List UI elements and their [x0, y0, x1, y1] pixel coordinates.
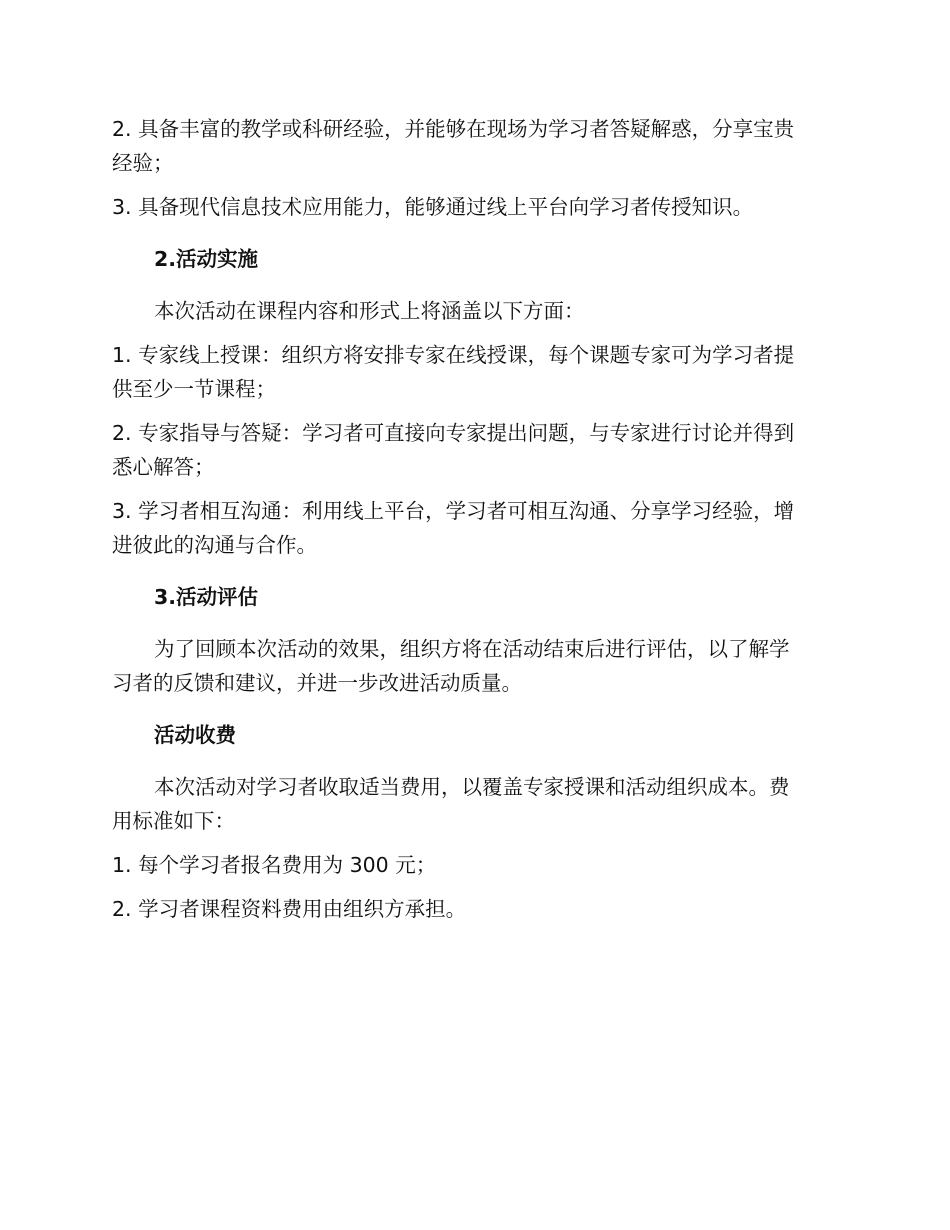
section-heading-activity-evaluation: 3.活动评估 — [154, 585, 259, 609]
fee-paragraph-line-2: 用标准如下： — [112, 809, 235, 833]
list-item-3-line-1: 3. 学习者相互沟通：利用线上平台，学习者可相互沟通、分享学习经验，增 — [112, 499, 795, 523]
fee-item-1: 1. 每个学习者报名费用为 300 元； — [112, 853, 437, 877]
fee-paragraph-line-1: 本次活动对学习者收取适当费用，以覆盖专家授课和活动组织成本。费 — [154, 775, 790, 799]
evaluation-paragraph-line-1: 为了回顾本次活动的效果，组织方将在活动结束后进行评估，以了解学 — [154, 637, 790, 661]
fee-item-2: 2. 学习者课程资料费用由组织方承担。 — [112, 897, 467, 921]
evaluation-paragraph-line-2: 习者的反馈和建议，并进一步改进活动质量。 — [112, 671, 522, 695]
list-item-2-line-2: 悉心解答； — [112, 455, 215, 479]
section-intro-paragraph: 本次活动在课程内容和形式上将涵盖以下方面： — [154, 299, 585, 323]
document-page — [112, 112, 834, 926]
requirement-2-line-1: 2. 具备丰富的教学或科研经验，并能够在现场为学习者答疑解惑，分享宝贵 — [112, 117, 795, 141]
list-item-3-line-2: 进彼此的沟通与合作。 — [112, 533, 317, 557]
list-item-2-line-1: 2. 专家指导与答疑：学习者可直接向专家提出问题，与专家进行讨论并得到 — [112, 421, 795, 445]
section-heading-activity-fees: 活动收费 — [154, 723, 236, 747]
requirement-2-line-2: 经验； — [112, 151, 174, 175]
requirement-3: 3. 具备现代信息技术应用能力，能够通过线上平台向学习者传授知识。 — [112, 195, 754, 219]
list-item-1-line-1: 1. 专家线上授课：组织方将安排专家在线授课，每个课题专家可为学习者提 — [112, 343, 795, 367]
list-item-1-line-2: 供至少一节课程； — [112, 377, 276, 401]
section-heading-activity-implementation: 2.活动实施 — [154, 247, 259, 271]
